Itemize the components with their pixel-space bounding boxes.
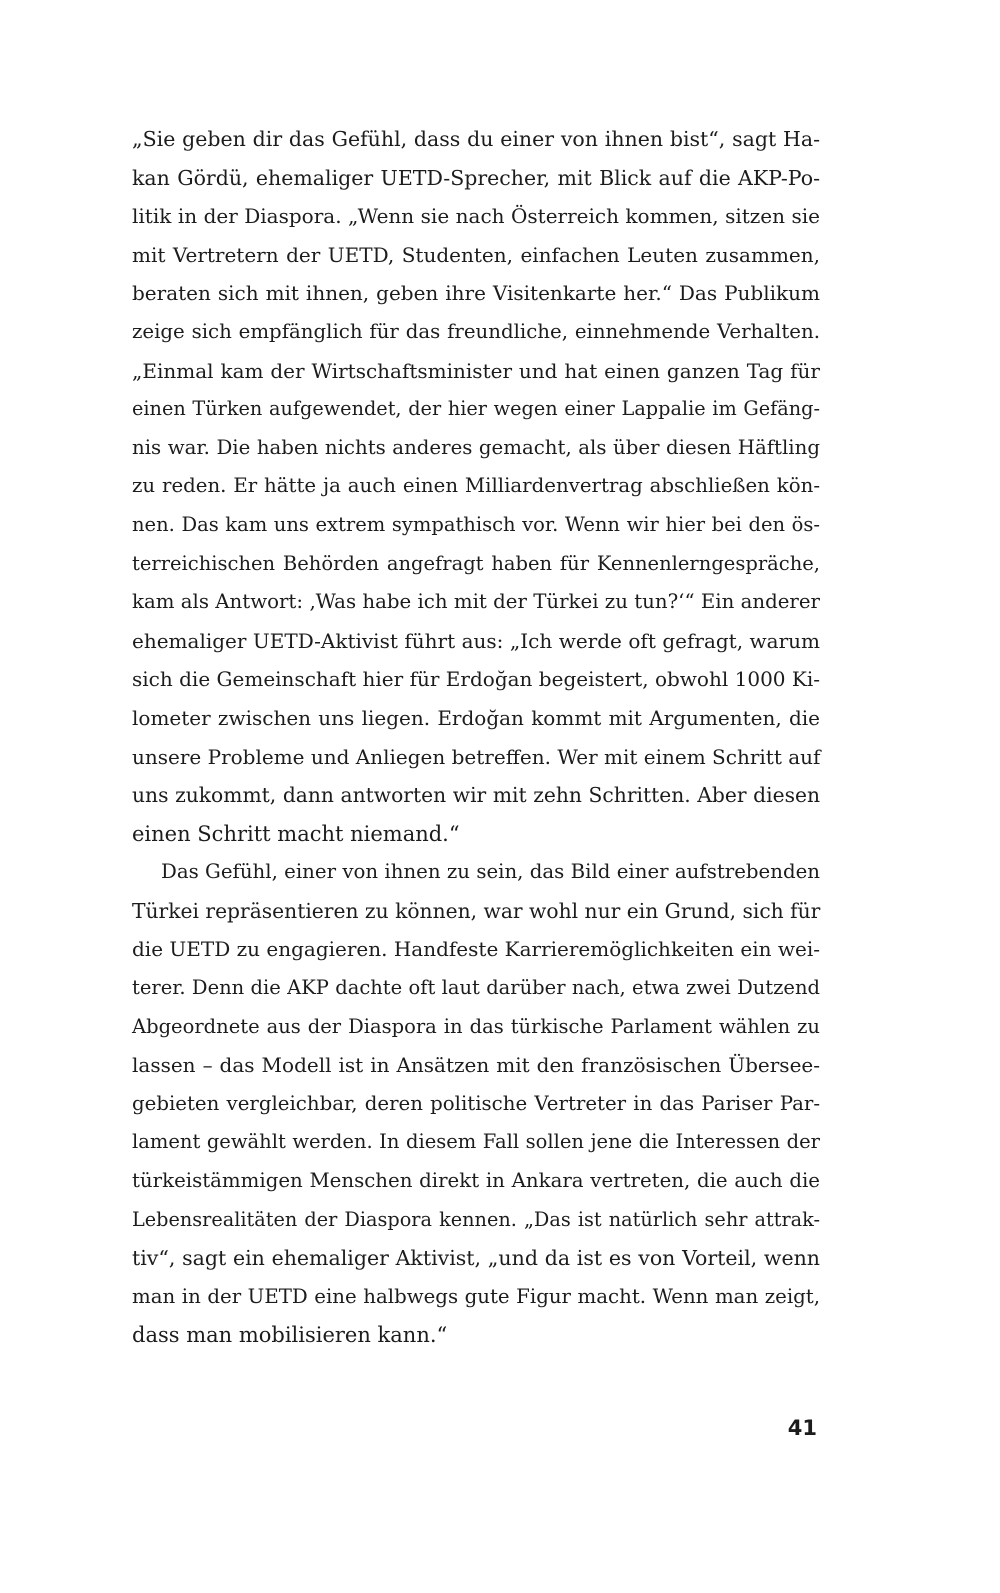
text-line: kan Gördü, ehemaliger UETD-Sprecher, mit Blick auf die AKP-Po- [132,165,820,190]
text-line: lometer zwischen uns liegen. Erdoğan kommt mit Argumenten, die [132,705,820,730]
text-line: Lebensrealitäten der Diaspora kennen. „Das ist natürlich sehr attrak- [132,1207,820,1231]
text-line: Türkei repräsentieren zu können, war wohl nur ein Grund, sich für [132,898,821,923]
text-line: nen. Das kam uns extrem sympathisch vor. Wenn wir hier bei den ös- [132,512,820,536]
text-line: „Sie geben dir das Gefühl, dass du einer von ihnen bist“, sagt Ha- [132,127,820,151]
text-line: türkeistämmigen Menschen direkt in Ankara vertreten, die auch die [132,1169,820,1193]
text-line: Abgeordnete aus der Diaspora in das türkische Parlament wählen zu [132,1014,820,1038]
text-line: zeige sich empfänglich für das freundliche, einnehmende Verhalten. [132,319,820,343]
paragraph-2 [132,853,820,1355]
text-line: zu reden. Er hätte ja auch einen Milliardenvertrag abschließen kön- [132,474,820,498]
text-line: sich die Gemeinschaft hier für Erdoğan begeistert, obwohl 1000 Ki- [132,667,820,692]
text-line: Das Gefühl, einer von ihnen zu sein, das Bild einer aufstrebenden [161,860,820,884]
text-line: die UETD zu engagieren. Handfeste Karrieremöglichkeiten ein wei- [132,937,820,962]
text-line: gebieten vergleichbar, deren politische Vertreter in das Pariser Par- [132,1091,820,1115]
paragraph-1 [132,120,820,853]
text-line: ehemaliger UETD-Aktivist führt aus: „Ich werde oft gefragt, warum [132,628,820,653]
text-line: dass man mobilisieren kann.“ [132,1323,448,1348]
text-line: einen Schritt macht niemand.“ [132,821,460,846]
text-line: nis war. Die haben nichts anderes gemacht, als über diesen Häftling [132,435,820,459]
text-line: unsere Probleme und Anliegen betreffen. Wer mit einem Schritt auf [132,744,821,769]
text-line: tiv“, sagt ein ehemaliger Aktivist, „und da ist es von Vorteil, wenn [132,1246,820,1271]
text-line: mit Vertretern der UETD, Studenten, einfachen Leuten zusammen, [132,242,820,267]
text-line: lassen – das Modell ist in Ansätzen mit den französischen Übersee- [132,1053,820,1078]
text-line: einen Türken aufgewendet, der hier wegen einer Lappalie im Gefäng- [132,397,820,421]
text-line: uns zukommt, dann antworten wir mit zehn Schritten. Aber diesen [132,783,820,808]
text-line: litik in der Diaspora. „Wenn sie nach Österreich kommen, sitzen sie [132,204,820,229]
text-line: lament gewählt werden. In diesem Fall sollen jene die Interessen der [132,1130,820,1154]
page-number: 41 [787,1416,817,1440]
text-line: „Einmal kam der Wirtschaftsminister und hat einen ganzen Tag für [132,358,820,383]
body-text [132,120,820,1355]
text-line: man in der UETD eine halbwegs gute Figur macht. Wenn man zeigt, [132,1284,820,1308]
text-line: terer. Denn die AKP dachte oft laut darüber nach, etwa zwei Dutzend [132,976,820,1000]
text-line: beraten sich mit ihnen, geben ihre Visitenkarte her.“ Das Publikum [132,281,820,306]
text-line: kam als Antwort: ‚Was habe ich mit der Türkei zu tun?‘“ Ein anderer [132,590,820,614]
text-line: terreichischen Behörden angefragt haben für Kennenlerngespräche, [132,551,820,575]
